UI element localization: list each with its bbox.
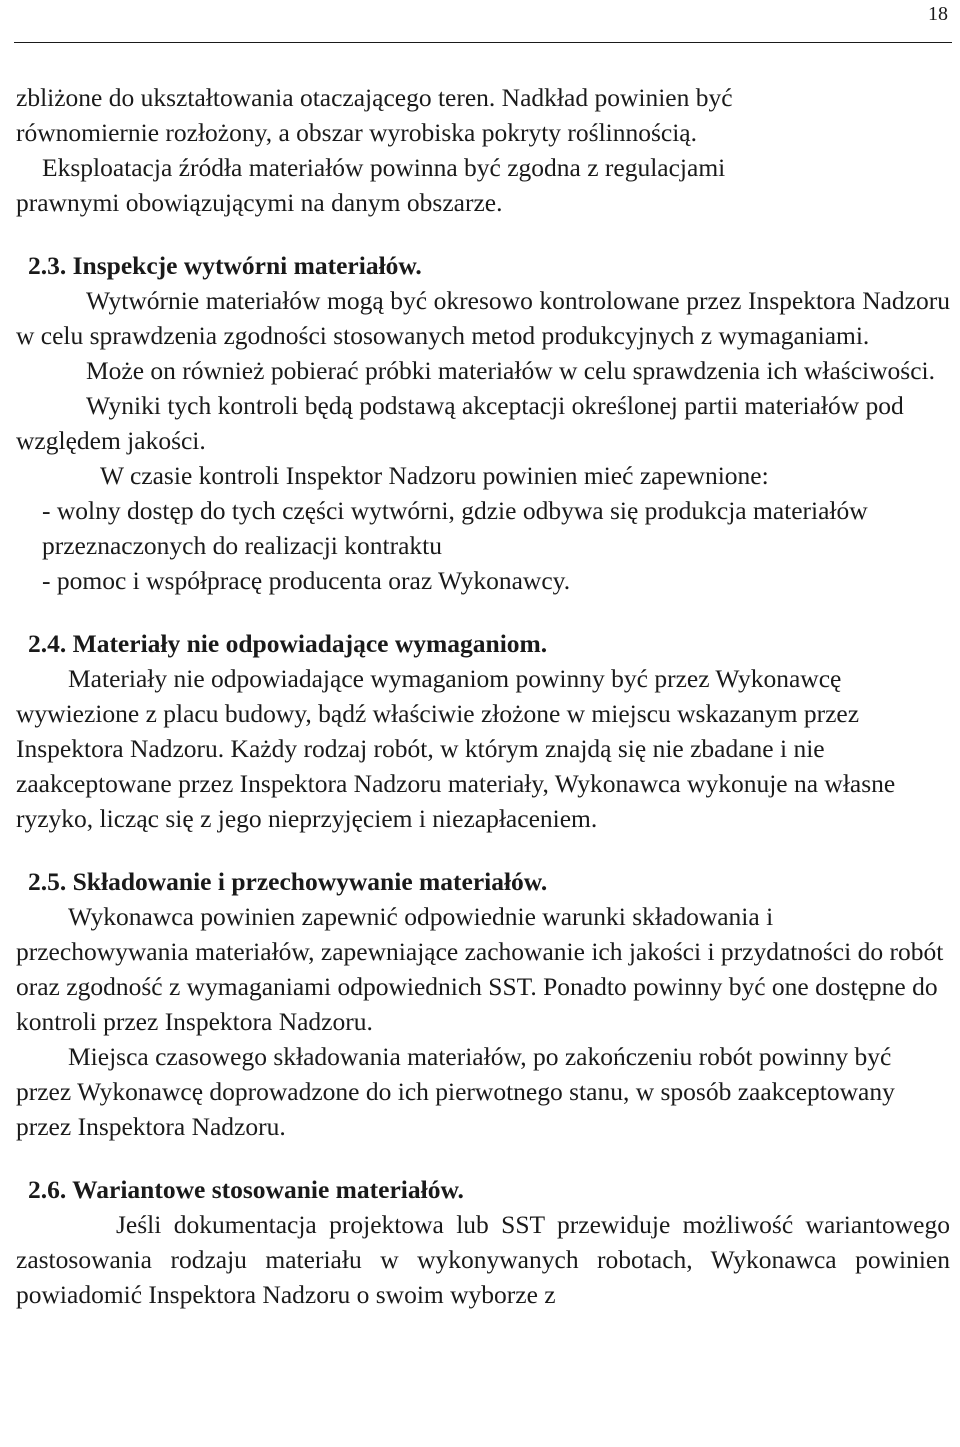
section-heading: 2.3. Inspekcje wytwórni materiałów. [28, 251, 422, 280]
spacer [16, 1144, 950, 1172]
list-item [16, 493, 950, 563]
paragraph: Materiały nie odpowiadające wymaganiom powinny być przez Wykonawcę wywiezione z placu budowy, bądź właściwie złożone w miejscu wskazanym przez Inspektora Nadzoru. Każdy rodzaj robót, w którym znajdą się nie zbadane i nie zaakceptowane przez Inspektora Nadzoru materiały, Wykonawca wykonuje na własne ryzyko, licząc się z jego nieprzyjęciem i niezapłaceniem. [16, 664, 896, 833]
paragraph: Miejsca czasowego składowania materiałów, po zakończeniu robót powinny być przez Wykonawcę doprowadzone do ich pierwotnego stanu, w sposób zaakceptowany przez Inspektora Nadzoru. [16, 1042, 895, 1141]
text-line: zbliżone do ukształtowania otaczającego teren. Nadkład powinien być [16, 83, 733, 112]
paragraph: Może on również pobierać próbki materiałów w celu sprawdzenia ich właściwości. [86, 356, 935, 385]
document-body [16, 80, 950, 1312]
paragraph: Wyniki tych kontroli będą podstawą akceptacji określonej partii materiałów pod względem jakości. [16, 391, 904, 455]
section-2-5 [16, 864, 950, 1144]
section-2-3 [16, 248, 950, 598]
paragraph: Wytwórnie materiałów mogą być okresowo kontrolowane przez Inspektora Nadzoru w celu sprawdzenia zgodności stosowanych metod produkcyjnych z wymaganiami. [16, 286, 950, 350]
header-rule [14, 42, 952, 43]
paragraph: Wykonawca powinien zapewnić odpowiednie warunki składowania i przechowywania materiałów, zapewniające zachowanie ich jakości i przydatności do robót oraz zgodność z wymaganiami odpowiednich SST. Ponadto powinny być one dostępne do kontroli przez Inspektora Nadzoru. [16, 902, 944, 1036]
section-heading: 2.5. Składowanie i przechowywanie materiałów. [28, 867, 548, 896]
paragraph: Jeśli dokumentacja projektowa lub SST przewiduje możliwość wariantowego zastosowania rodzaju materiału w wykonywanych robotach, Wykonawca powinien powiadomić Inspektora Nadzoru o swoim wyborze z [16, 1210, 950, 1309]
page-number: 18 [928, 3, 948, 25]
spacer [16, 598, 950, 626]
section-heading: 2.4. Materiały nie odpowiadające wymaganiom. [28, 629, 548, 658]
text-line: Eksploatacja źródła materiałów powinna być zgodna z regulacjami [42, 153, 726, 182]
section-2-4 [16, 626, 950, 836]
list-item-text: - wolny dostęp do tych części wytwórni, gdzie odbywa się produkcja materiałów przeznaczonych do realizacji kontraktu [42, 496, 868, 560]
spacer [16, 220, 950, 248]
text-line: prawnymi obowiązującymi na danym obszarze. [16, 188, 503, 217]
section-heading: 2.6. Wariantowe stosowanie materiałów. [28, 1175, 464, 1204]
spacer [16, 836, 950, 864]
paragraph: W czasie kontroli Inspektor Nadzoru powinien mieć zapewnione: [100, 461, 769, 490]
section-2-6 [16, 1172, 950, 1312]
list-item: - pomoc i współpracę producenta oraz Wykonawcy. [42, 566, 571, 595]
text-line: równomiernie rozłożony, a obszar wyrobiska pokryty roślinnością. [16, 118, 698, 147]
